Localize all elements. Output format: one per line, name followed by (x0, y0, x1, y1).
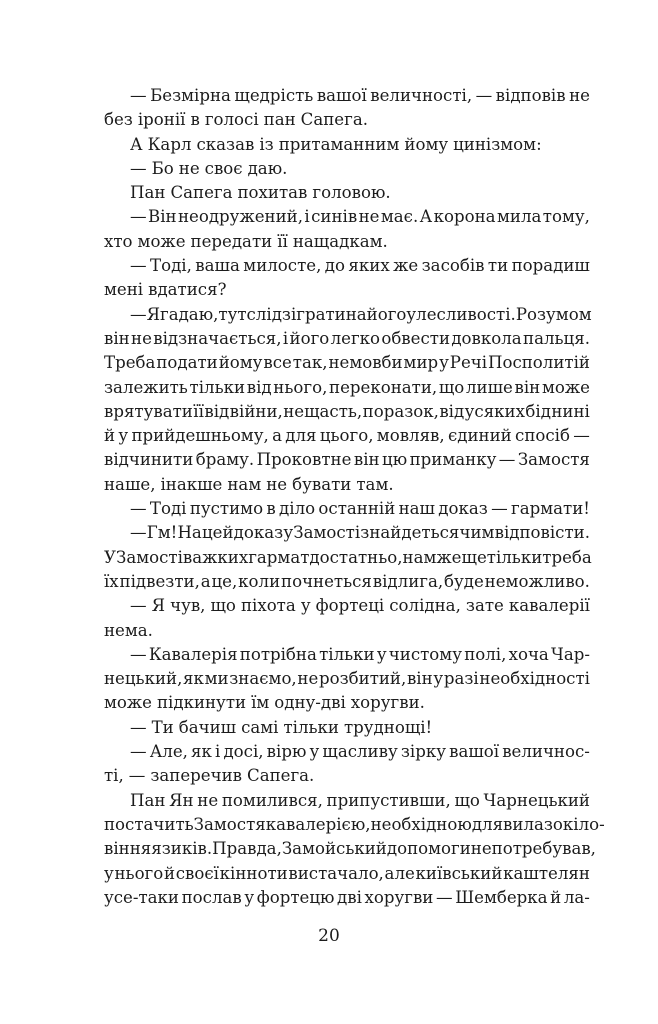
text-line: він не відзначається, і його легко обвести довкола пальця. (104, 328, 590, 348)
text-line: Пан Ян не помилився, припустивши, що Чарнецький (130, 790, 590, 810)
text-line: нема. (104, 620, 153, 640)
text-line: без іронії в голосі пан Сапега. (104, 110, 368, 130)
text-line: залежить тільки від нього, переконати, що лише він може (104, 377, 590, 397)
text-line: — Але, як і досі, вірю у щасливу зірку вашої величнос- (130, 742, 590, 762)
book-page-text (104, 84, 605, 910)
text-line: Треба подати йому все так, немовби мир у Речі Посполитій (104, 353, 590, 373)
text-line: А Карл сказав із притаманним йому цинізмом: (130, 134, 542, 154)
text-line: ті, — заперечив Сапега. (104, 766, 315, 786)
text-line: — Безмірна щедрість вашої величності, — відповів не (130, 86, 590, 105)
text-line: — Тоді, ваша милосте, до яких же засобів ти порадиш (130, 256, 590, 276)
text-line: хто може передати її нащадкам. (104, 231, 388, 251)
text-line: постачить Замостя кавалерією, необхідною для вилазок і ло- (104, 814, 605, 834)
text-line: — Я чув, що піхота у фортеці солідна, зате кавалерії (130, 596, 590, 616)
text-line: нецький, як ми знаємо, не розбитий, він у разі необхідності (104, 669, 590, 689)
text-line: — Кавалерія потрібна тільки у чистому полі, хоча Чар- (130, 644, 590, 664)
text-line: Пан Сапега похитав головою. (130, 183, 391, 203)
text-line: — Ти бачиш самі тільки труднощі! (130, 717, 433, 737)
text-line: — Гм! На цей доказ у Замості знайдеться чим відповісти. (130, 523, 590, 543)
text-line: мені вдатися? (104, 280, 227, 300)
text-line: У Замості важких гармат достатньо, нам же ще тільки треба (104, 547, 592, 567)
text-line: наше, інакше нам не бувати там. (104, 474, 394, 494)
text-line: — Він неодружений, і синів не має. А корона мила тому, (130, 207, 590, 227)
text-line: — Бо не своє даю. (130, 158, 288, 178)
text-line: — Я гадаю, тут слід зіграти на його улесливості. Розумом (130, 304, 592, 324)
page-number: 20 (318, 926, 340, 946)
text-line: відчинити браму. Проковтне він цю приманку — Замостя (104, 450, 590, 470)
text-line: у нього й своєї кінноти вистачало, але київський каштелян (104, 863, 590, 883)
text-line: може підкинути їм одну-дві хоругви. (104, 693, 425, 713)
text-line: — Тоді пустимо в діло останній наш доказ — гармати! (130, 499, 590, 519)
text-line: врятувати її від війни, нещасть, поразок, від усяких бід нині (104, 401, 590, 421)
text-line: віння язиків. Правда, Замойський допомоги не потребував, (104, 839, 596, 859)
text-line: й у прийдешньому, а для цього, мовляв, єдиний спосіб — (104, 426, 590, 446)
text-line: усе-таки послав у фортецю дві хоругви — Шемберка й ла- (104, 887, 590, 907)
text-line: їх підвезти, а це, коли почнеться відлига, буде неможливо. (104, 571, 590, 591)
